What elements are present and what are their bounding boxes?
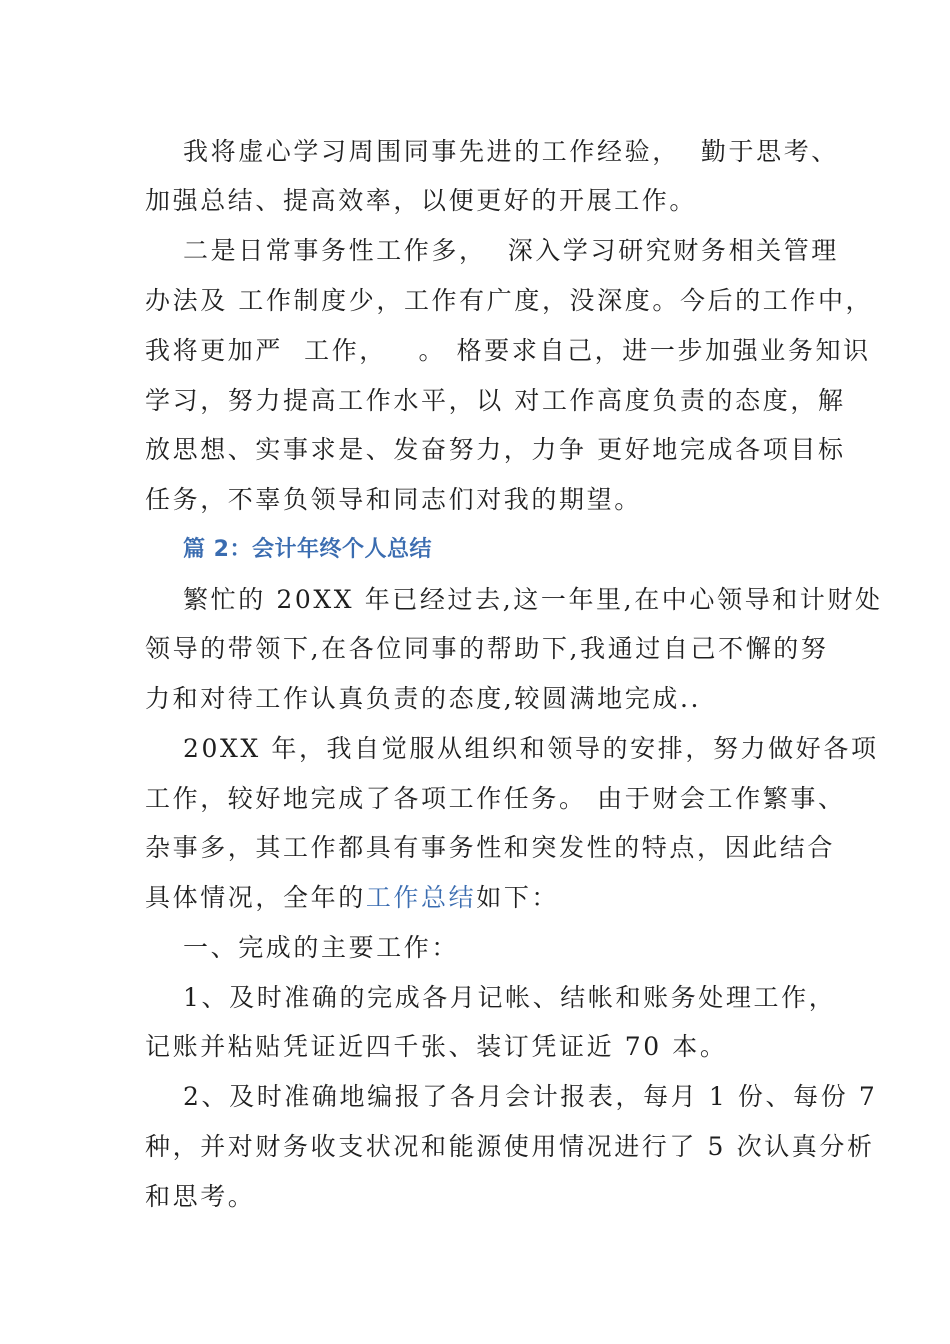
paragraph-3-line-1: 繁忙的 20XX 年已经过去,这一年里,在中心领导和计财处 xyxy=(183,585,883,614)
paragraph-4-line-4-suffix: 如下： xyxy=(476,883,560,912)
paragraph-2-line-6: 任务，不辜负领导和同志们对我的期望。 xyxy=(145,485,642,514)
paragraph-3-line-3: 力和对待工作认真负责的态度,较圆满地完成.. xyxy=(145,684,702,713)
item-1-line-2: 记账并粘贴凭证近四千张、装订凭证近 70 本。 xyxy=(145,1032,728,1061)
paragraph-4-line-3: 杂事多，其工作都具有事务性和突发性的特点，因此结合 xyxy=(145,833,836,862)
item-2-line-1: 2、及时准确地编报了各月会计报表，每月 1 份、每份 7 xyxy=(183,1082,878,1111)
item-2-line-3: 和思考。 xyxy=(145,1182,256,1211)
paragraph-2-line-2: 办法及 工作制度少，工作有广度，没深度。今后的工作中， xyxy=(145,286,874,315)
item-1-line-1: 1、及时准确的完成各月记帐、结帐和账务处理工作， xyxy=(183,983,837,1012)
paragraph-4-line-1: 20XX 年，我自觉服从组织和领导的安排，努力做好各项 xyxy=(183,734,879,763)
paragraph-4-line-2: 工作，较好地完成了各项工作任务。 由于财会工作繁事、 xyxy=(145,784,846,813)
section-heading: 篇 2：会计年终个人总结 xyxy=(183,537,432,562)
paragraph-2-line-5: 放思想、实事求是、发奋努力，力争 更好地完成各项目标 xyxy=(145,435,846,464)
work-summary-link[interactable]: 工作总结 xyxy=(365,883,477,912)
paragraph-2-line-1: 二是日常事务性工作多， 深入学习研究财务相关管理 xyxy=(183,236,839,265)
paragraph-4-line-4 xyxy=(145,880,559,916)
section-1-title: 一、完成的主要工作： xyxy=(183,933,460,962)
item-2-line-2: 种，并对财务收支状况和能源使用情况进行了 5 次认真分析 xyxy=(145,1132,875,1161)
paragraph-2-line-4: 学习，努力提高工作水平，以 对工作高度负责的态度，解 xyxy=(145,386,846,415)
paragraph-1-line-1: 我将虚心学习周围同事先进的工作经验， 勤于思考、 xyxy=(183,137,839,166)
paragraph-4-line-4-prefix: 具体情况，全年的 xyxy=(145,883,366,912)
paragraph-3-line-2: 领导的带领下,在各位同事的帮助下,我通过自己不懈的努 xyxy=(145,634,829,663)
paragraph-2-line-3: 我将更加严 工作， 。 格要求自己，进一步加强业务知识 xyxy=(145,336,871,365)
paragraph-1-line-2: 加强总结、提高效率，以便更好的开展工作。 xyxy=(145,186,698,215)
